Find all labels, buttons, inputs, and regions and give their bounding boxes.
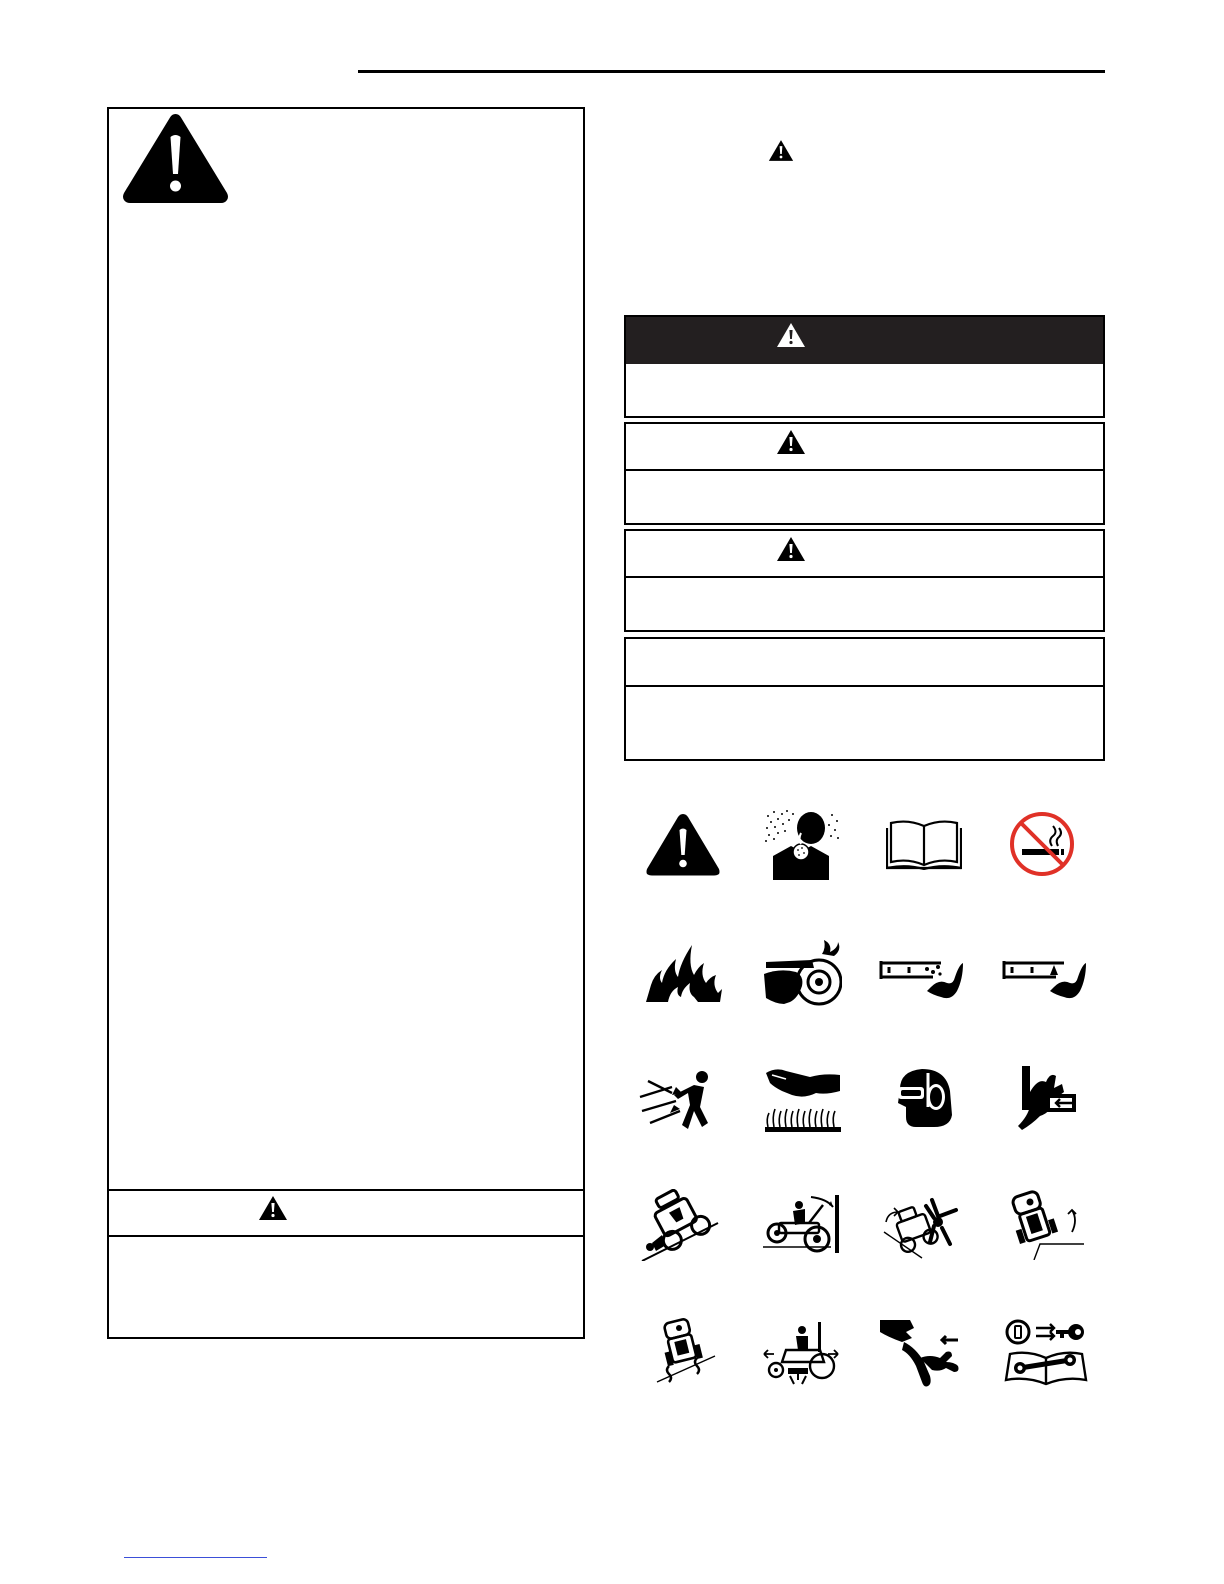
crushing-hand-symbol (1016, 1064, 1080, 1134)
no-smoking-symbol (1008, 810, 1076, 878)
overhead-obstruction-symbol (761, 1193, 843, 1253)
bystanders-symbol (762, 1320, 840, 1386)
danger-panel (624, 315, 1105, 418)
safety-alert-icon (776, 322, 806, 353)
battery-acid-symbol (879, 957, 965, 1001)
header-rule (358, 70, 1105, 73)
rollover-symbol (640, 1189, 720, 1261)
remove-key-symbol (1004, 1318, 1088, 1386)
caution-panel (624, 529, 1105, 632)
battery-explosion-symbol (1002, 957, 1088, 1001)
left-box-divider (107, 1235, 585, 1237)
safety-alert-icon (120, 111, 231, 209)
safety-alert-icon (776, 536, 806, 567)
read-manual-symbol (886, 818, 962, 870)
left-box-divider (107, 1189, 585, 1191)
slippery-slope-symbol (655, 1318, 717, 1384)
danger-header (626, 317, 1103, 364)
notice-panel (624, 637, 1105, 761)
tipping-slope-symbol (1008, 1188, 1086, 1260)
general-warning-box (107, 107, 585, 1339)
safety-alert-symbol (645, 812, 721, 876)
fire-symbol (646, 945, 722, 1003)
thrown-objects-symbol (638, 1067, 720, 1133)
eye-ear-protection-symbol (894, 1067, 956, 1129)
footer-link-underline[interactable] (124, 1557, 267, 1558)
warning-panel (624, 422, 1105, 525)
hot-surface-symbol (764, 1065, 842, 1133)
entanglement-symbol (762, 938, 842, 1006)
toxic-fumes-symbol (763, 808, 841, 880)
safety-alert-icon (768, 139, 794, 167)
safety-alert-icon (776, 429, 806, 460)
ejection-symbol (880, 1192, 962, 1260)
amputation-symbol (880, 1318, 962, 1388)
safety-alert-icon (258, 1195, 288, 1226)
